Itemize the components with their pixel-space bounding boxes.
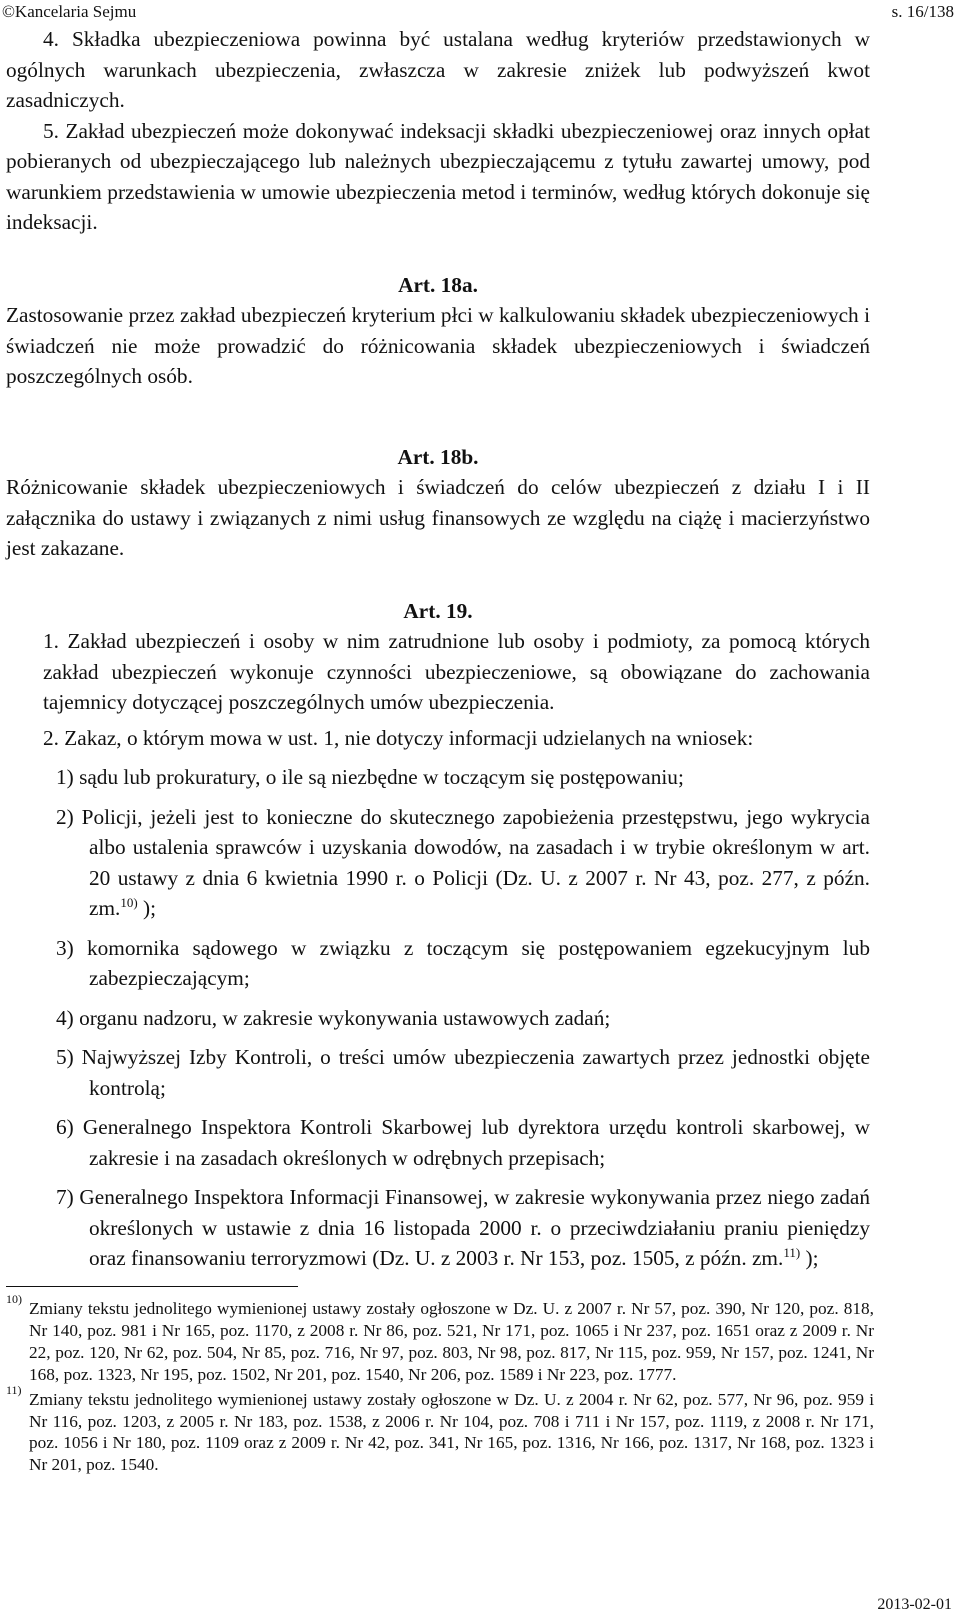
list-item-text: 3) komornika sądowego w związku z toczącym się postępowaniem egzekucyjnym lub zabezpieczającym; xyxy=(56,935,870,990)
list-item xyxy=(6,802,870,924)
footnote-number: 11) xyxy=(6,1382,22,1397)
footnote-number: 10) xyxy=(6,1292,22,1306)
document-body xyxy=(6,24,870,1283)
footnote-text: Zmiany tekstu jednolitego wymienionej ustawy zostały ogłoszone w Dz. U. z 2004 r. Nr 62, poz. 577, Nr 96, poz. 959 i Nr 116, poz. 1203, z 2005 r. Nr 183, poz. 1538, z 2006 r. Nr 104, poz. 708 i 711 i Nr 157, poz. 1119, z 2008 r. Nr 171, poz. 1056 i Nr 180, poz. 1109 oraz z 2009 r. Nr 42, poz. 341, Nr 165, poz. 1316, Nr 166, poz. 1317, Nr 168, poz. 1323 i Nr 201, poz. 1540. xyxy=(29,1389,874,1475)
article-18b-text: Różnicowanie składek ubezpieczeniowych i świadczeń do celów ubezpieczeń z działu I i II załącznika do ustawy i związanych z nimi usług finansowych ze względu na ciążę i macierzyństwo jest zakazane. xyxy=(6,475,870,560)
list-item xyxy=(6,1003,870,1034)
footnote-11 xyxy=(6,1382,874,1477)
list-item-text: 7) Generalnego Inspektora Informacji Finansowej, w zakresie wykonywania przez niego zadań określonych w ustawie z dnia 16 listopada 2000 r. o przeciwdziałaniu praniu pieniędzy oraz finansowaniu terroryzmowi (Dz. U. z 2003 r. Nr 153, poz. 1505, z późn. zm. xyxy=(56,1185,870,1270)
paragraph-5: 5. Zakład ubezpieczeń może dokonywać indeksacji składki ubezpieczeniowej oraz innych opłat pobieranych od ubezpieczającego lub należnych ubezpieczającemu z tytułu zawartej umowy, pod warunkiem przedstawienia w umowie ubezpieczenia metod i terminów, według których dokonuje się indeksacji. xyxy=(6,118,870,234)
list-item-text: 5) Najwyższej Izby Kontroli, o treści umów ubezpieczenia zawartych przez jednostki objęte kontrolą; xyxy=(56,1045,870,1100)
list-item-text: 1) sądu lub prokuratury, o ile są niezbędne w toczącym się postępowaniu; xyxy=(56,765,684,789)
list-item-text: 4) organu nadzoru, w zakresie wykonywania ustawowych zadań; xyxy=(56,1005,611,1030)
list-item xyxy=(6,1042,870,1103)
article-19-title: Art. 19. xyxy=(403,598,473,623)
footnote-ref-10[interactable]: 10) xyxy=(120,894,138,910)
page-header xyxy=(0,0,960,24)
footnote-text: Zmiany tekstu jednolitego wymienionej ustawy zostały ogłoszone w Dz. U. z 2007 r. Nr 57, poz. 390, Nr 120, poz. 818, Nr 140, poz. 981 i Nr 165, poz. 1170, z 2008 r. Nr 86, poz. 521, Nr 171, poz. 1065 i Nr 237, poz. 1651 oraz z 2009 r. Nr 22, poz. 120, Nr 62, poz. 504, Nr 85, poz. 716, Nr 97, poz. 803, Nr 98, poz. 817, Nr 115, poz. 959, Nr 157, poz. 1241, Nr 168, poz. 1323, Nr 195, poz. 1502, Nr 201, poz. 1540, Nr 206, poz. 1589 i Nr 223, poz. 1777. xyxy=(29,1299,874,1384)
article-18b-title: Art. 18b. xyxy=(397,444,479,469)
footnotes xyxy=(6,1292,874,1479)
article-18a-text: Zastosowanie przez zakład ubezpieczeń kryterium płci w kalkulowaniu składek ubezpieczeniowych i świadczeń nie może prowadzić do różnicowania składek ubezpieczeniowych i świadczeń poszczególnych osób. xyxy=(6,303,870,388)
article-19-section-2: 2. Zakaz, o którym mowa w ust. 1, nie dotyczy informacji udzielanych na wniosek: xyxy=(43,725,754,750)
list-item xyxy=(6,1182,870,1274)
footnote-10 xyxy=(6,1292,874,1386)
footer-date: 2013-02-01 xyxy=(877,1596,952,1613)
list-item xyxy=(6,1112,870,1173)
list-item xyxy=(6,762,870,793)
list-item-tail: ); xyxy=(137,896,157,920)
article-18a-title: Art. 18a. xyxy=(398,272,478,297)
paragraph-4: 4. Składka ubezpieczeniowa powinna być ustalana według kryteriów przedstawionych w ogólnych warunkach ubezpieczenia, zwłaszcza w zakresie zniżek lub podwyższeń kwot zasadniczych. xyxy=(6,27,870,112)
list-item-text: 2) Policji, jeżeli jest to konieczne do skutecznego zapobieżenia przestępstwu, jego wykrycia albo ustalenia sprawców i uzyskania dowodów, na zasadach i w trybie określonym w art. 20 ustawy z dnia 6 kwietnia 1990 r. o Policji (Dz. U. z 2007 r. Nr 43, poz. 277, z późn. zm. xyxy=(56,804,870,920)
header-page-number: s. 16/138 xyxy=(891,2,954,21)
list-item-text: 6) Generalnego Inspektora Kontroli Skarbowej lub dyrektora urzędu kontroli skarbowej, w zakresie i na zasadach określonych w odrębnych przepisach; xyxy=(56,1115,870,1170)
header-copyright: ©Kancelaria Sejmu xyxy=(2,2,137,21)
footnote-divider xyxy=(6,1286,298,1287)
list-item-tail: ); xyxy=(800,1246,819,1270)
footnote-ref-11[interactable]: 11) xyxy=(783,1244,801,1260)
list-item xyxy=(6,933,870,994)
article-19-section-1: 1. Zakład ubezpieczeń i osoby w nim zatrudnione lub osoby i podmioty, za pomocą których zakład ubezpieczeń wykonuje czynności ubezpieczeniowe, są obowiązane do zachowania tajemnicy dotyczącej poszczególnych umów ubezpieczenia. xyxy=(43,629,870,714)
